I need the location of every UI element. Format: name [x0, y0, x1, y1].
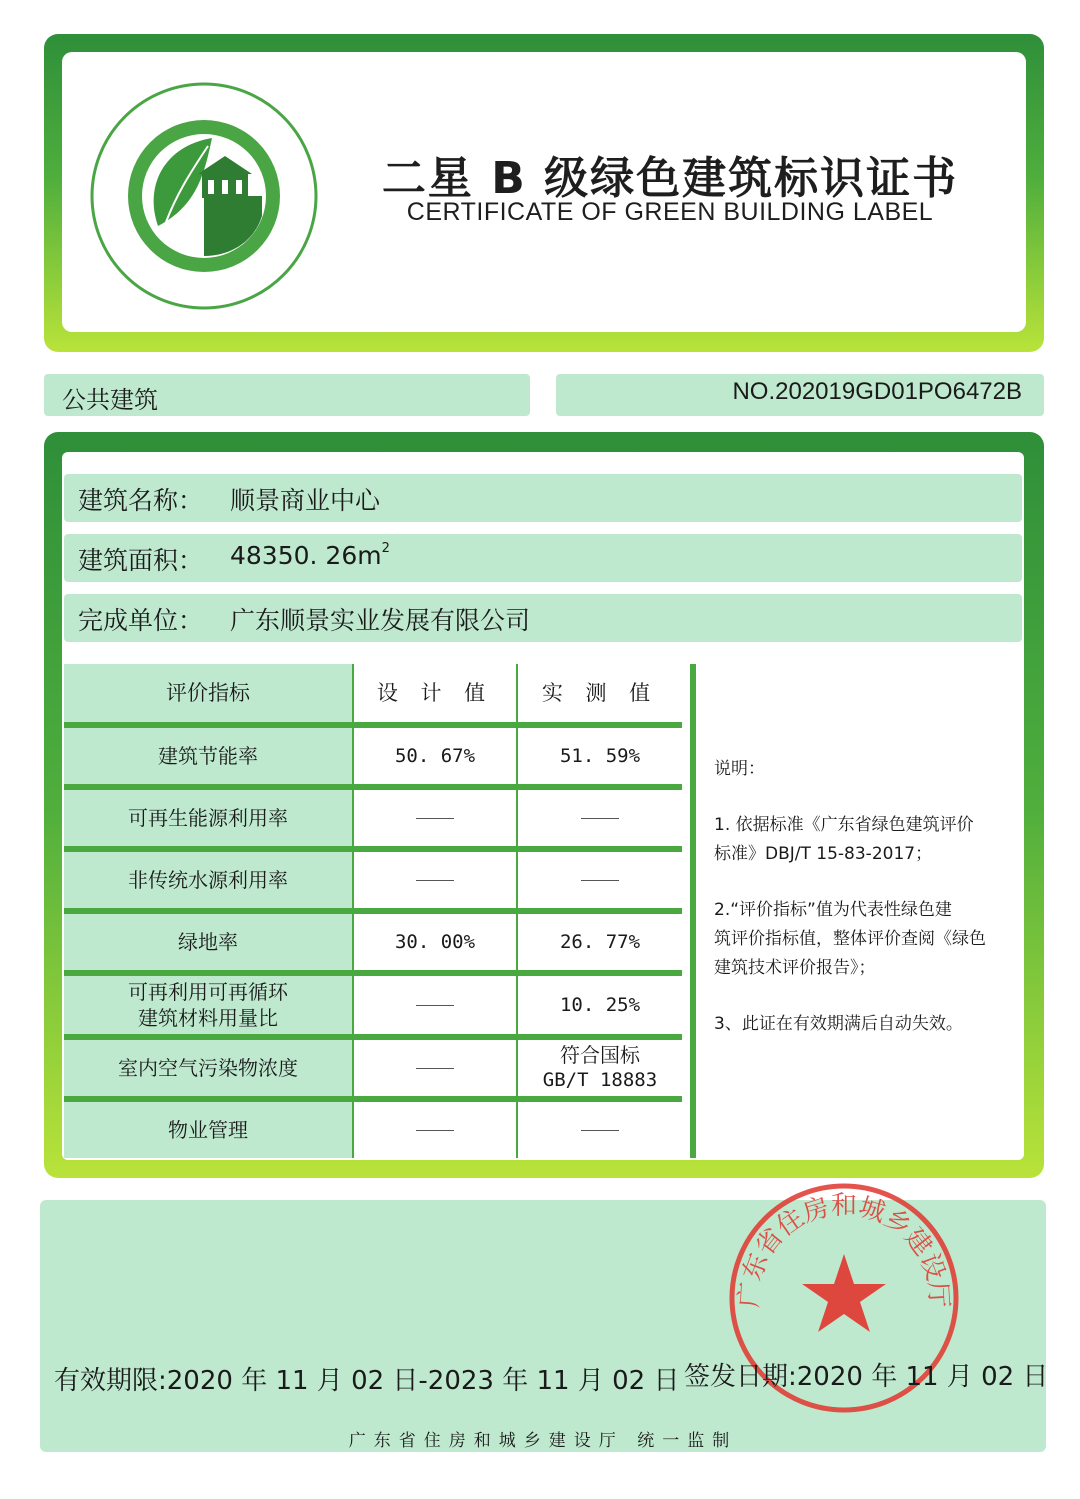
seal-text: 广东省住房和城乡建设厅 — [734, 1191, 954, 1309]
building-name-label: 建筑名称： — [78, 486, 204, 515]
info-row-building-name — [64, 474, 1022, 522]
building-category: 公共建筑 — [44, 374, 530, 416]
validity-period: 有效期限:2020 年 11 月 02 日-2023 年 11 月 02 日 — [54, 1366, 680, 1396]
table-row-measured: 26. 77% — [518, 914, 682, 970]
table-row-design — [354, 790, 516, 846]
table-row-design: 30. 00% — [354, 914, 516, 970]
note-1-line-2: 标准》DBJ/T 15-83-2017； — [714, 844, 933, 864]
table-row-name: 建筑节能率 — [64, 728, 352, 784]
table-header-measured: 实 测 值 — [518, 664, 682, 722]
note-2-line-2: 筑评价指标值，整体评价查阅《绿色 — [714, 929, 986, 949]
table-row-measured — [518, 1102, 682, 1158]
issue-date: 签发日期:2020 年 11 月 02 日 — [684, 1362, 1049, 1392]
certificate-title-english: CERTIFICATE OF GREEN BUILDING LABEL — [406, 198, 934, 226]
table-row-name: 可再生能源利用率 — [64, 790, 352, 846]
certificate-title: 二星 B 级绿色建筑标识证书 — [381, 153, 959, 204]
info-row-completion-unit — [64, 594, 1022, 642]
table-row-design — [354, 1040, 516, 1096]
note-3: 3、此证在有效期满后自动失效。 — [714, 1014, 963, 1034]
table-row-name: 室内空气污染物浓度 — [64, 1040, 352, 1096]
building-area-label: 建筑面积： — [78, 546, 204, 575]
table-row-design: 50. 67% — [354, 728, 516, 784]
table-row-measured — [518, 852, 682, 908]
info-row-building-area — [64, 534, 1022, 582]
table-row-measured: 10. 25% — [518, 976, 682, 1034]
table-row-measured: 符合国标 GB/T 18883 — [518, 1040, 682, 1096]
table-row-measured: 51. 59% — [518, 728, 682, 784]
supervision-note: 广东省住房和城乡建设厅 统一监制 — [348, 1431, 738, 1451]
note-2-line-1: 2.“评价指标”值为代表性绿色建 — [714, 900, 952, 920]
completion-unit-value: 广东顺景实业发展有限公司 — [230, 606, 531, 635]
table-row-measured — [518, 790, 682, 846]
table-row-name: 绿地率 — [64, 914, 352, 970]
table-row-name: 非传统水源利用率 — [64, 852, 352, 908]
completion-unit-label: 完成单位： — [78, 606, 204, 635]
building-name-value: 顺景商业中心 — [230, 486, 381, 515]
note-2-line-3: 建筑技术评价报告》； — [714, 958, 876, 978]
notes-title: 说明： — [714, 759, 765, 779]
guangdong-green-building-logo — [84, 76, 324, 316]
table-row-design — [354, 852, 516, 908]
table-row-design — [354, 1102, 516, 1158]
certificate-number: NO.202019GD01PO6472B — [556, 374, 1044, 416]
table-header-index: 评价指标 — [64, 664, 352, 722]
evaluation-table — [64, 664, 682, 1158]
table-row-name: 物业管理 — [64, 1102, 352, 1158]
table-header-design: 设 计 值 — [354, 664, 516, 722]
note-1-line-1: 1. 依据标准《广东省绿色建筑评价 — [714, 815, 974, 835]
table-row-design — [354, 976, 516, 1034]
building-area-value: 48350. $26m^2$ — [230, 541, 390, 570]
table-row-name: 可再利用可再循环 建筑材料用量比 — [64, 976, 352, 1034]
